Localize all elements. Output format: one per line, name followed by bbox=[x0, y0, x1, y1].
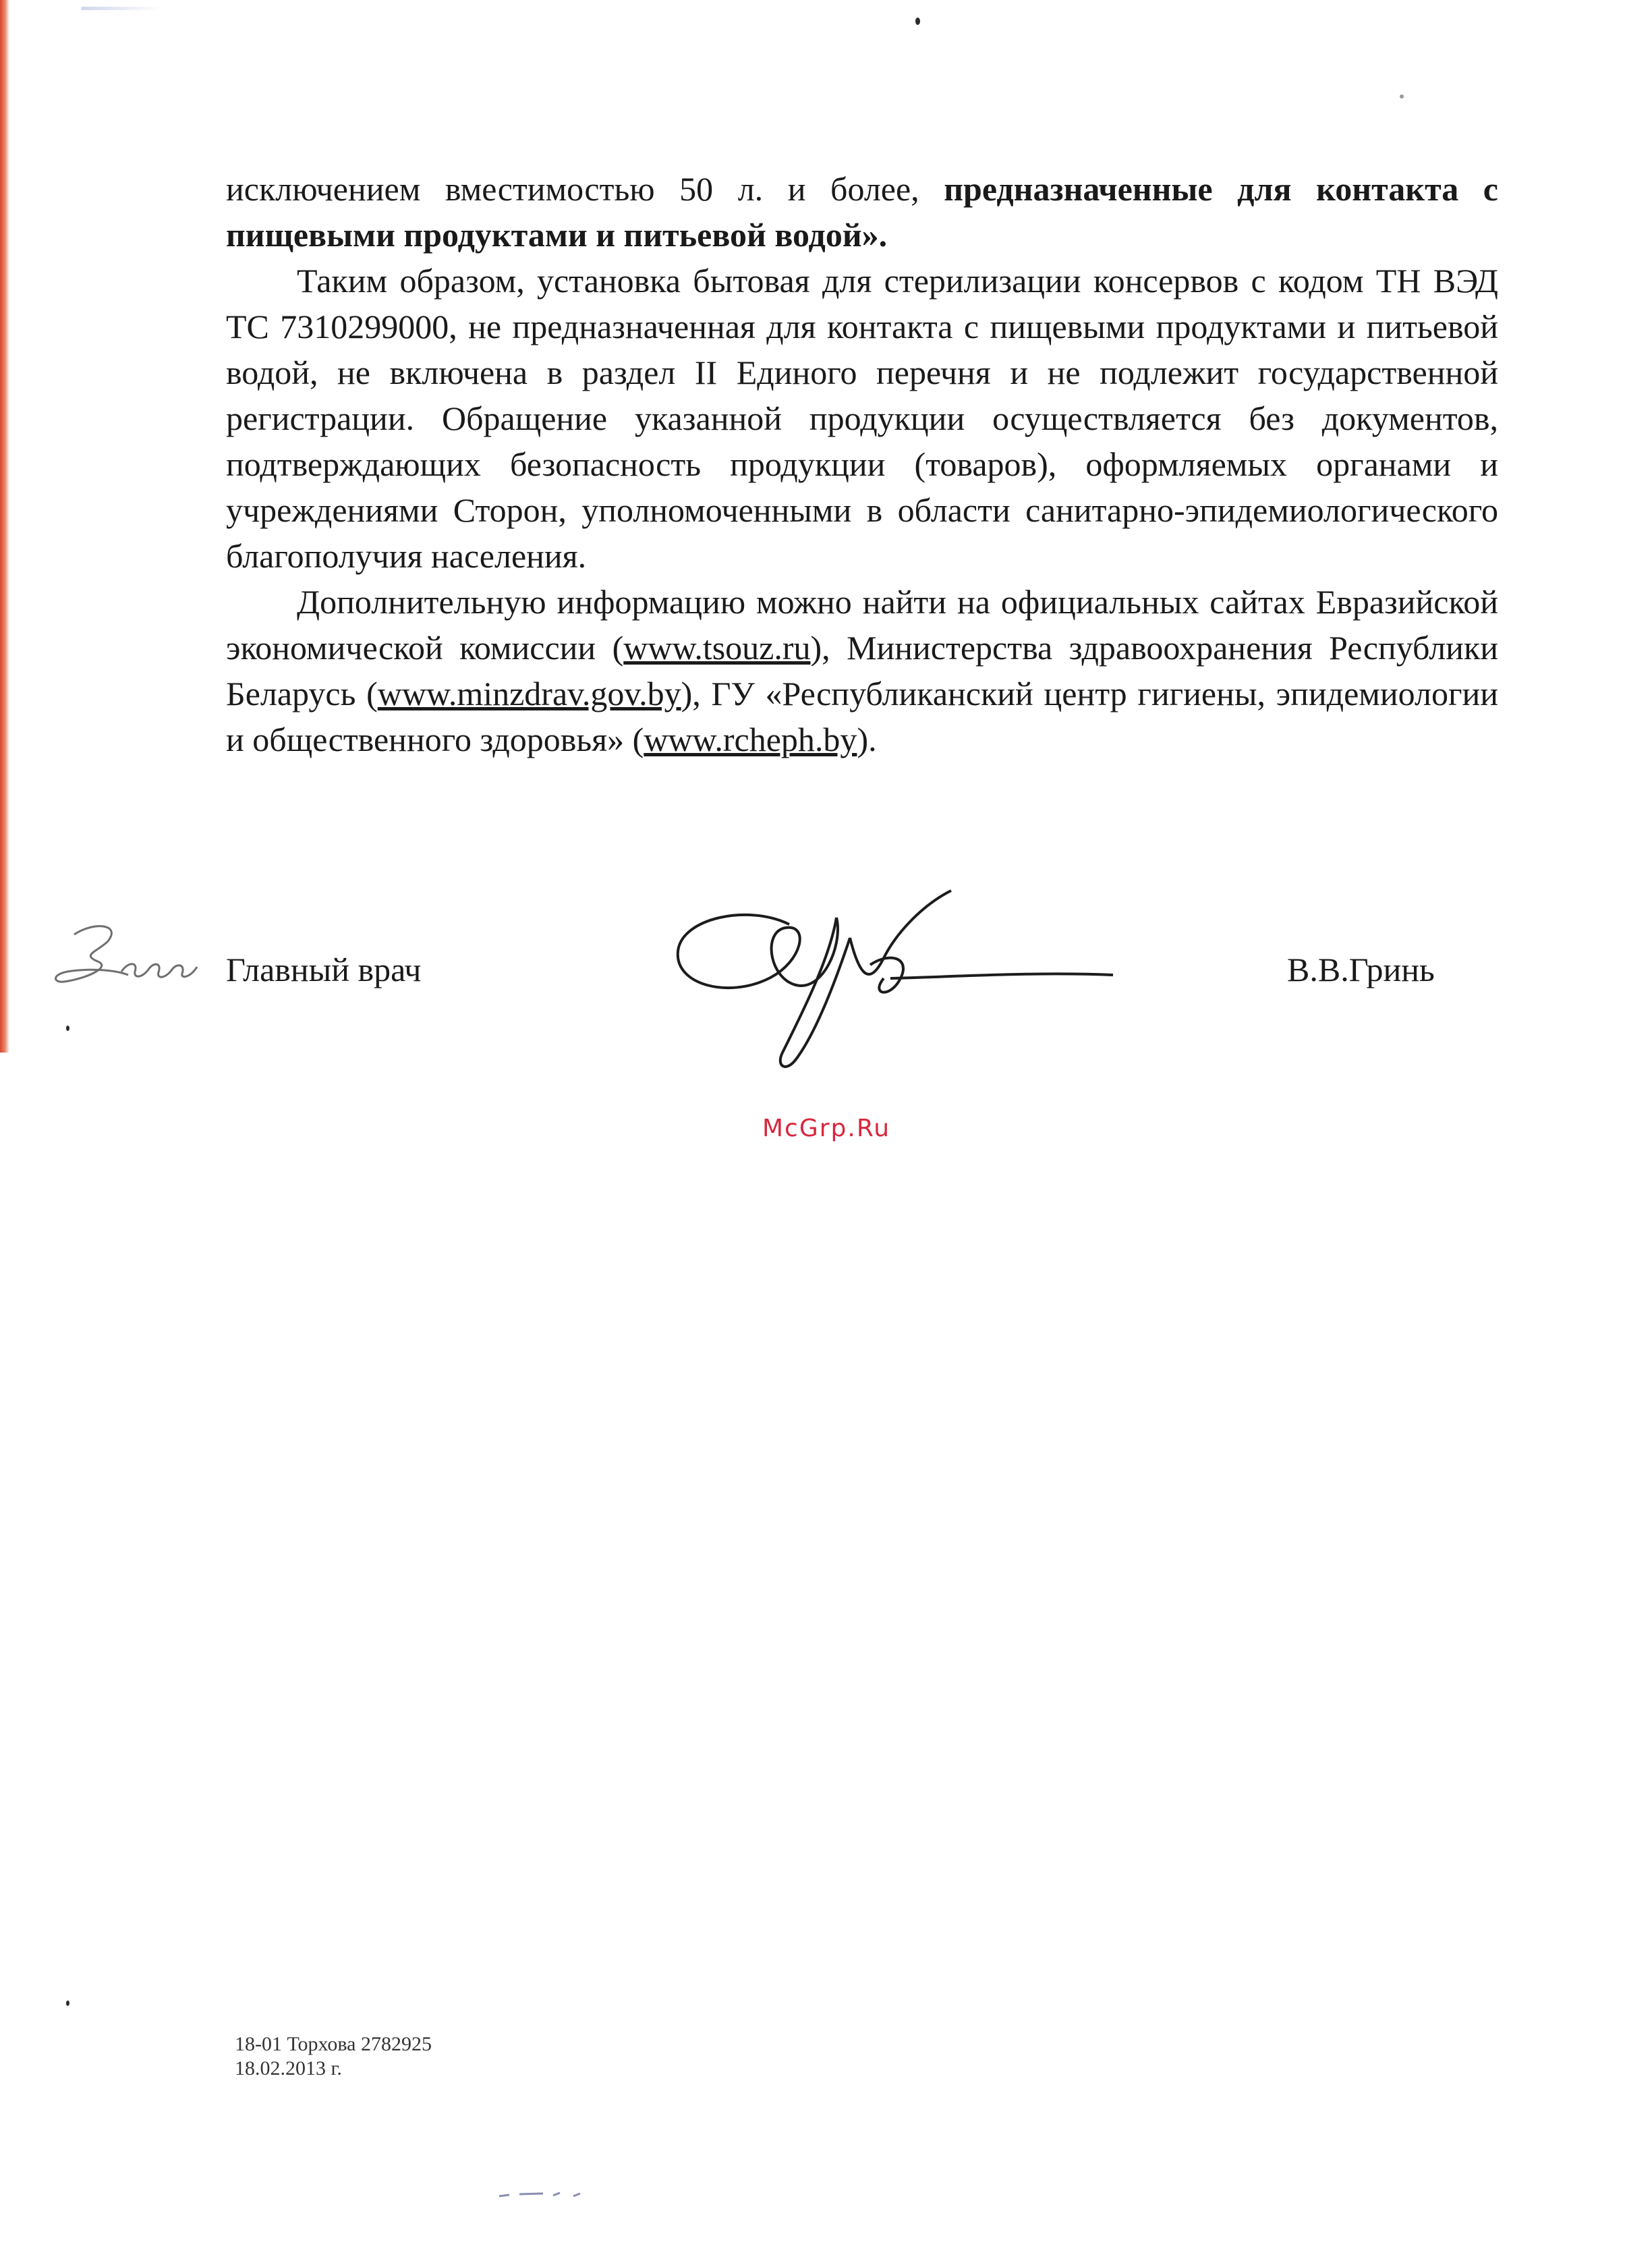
link-minzdrav[interactable]: www.minzdrav.gov.by bbox=[377, 675, 681, 712]
scan-speck bbox=[915, 18, 920, 25]
footer-note bbox=[235, 2032, 432, 2081]
paragraph-3-part-d: ). bbox=[857, 721, 877, 758]
scan-speck bbox=[66, 1026, 69, 1031]
paragraph-3-part-c: ), ГУ «Республиканский центр гигиены, эпидемиологии и общественного здоровья» ( bbox=[226, 675, 1498, 758]
signer-position: Главный врач bbox=[226, 951, 422, 988]
signature bbox=[668, 877, 1127, 1093]
paragraph-1 bbox=[226, 166, 1498, 258]
signer-name: В.В.Гринь bbox=[1287, 951, 1435, 988]
paragraph-1-bold: предназначенные для контакта с пищевыми продуктами и питьевой водой». bbox=[226, 170, 1498, 254]
footer-date: 18.02.2013 г. bbox=[235, 2057, 342, 2079]
scan-smudge-bottom bbox=[496, 2189, 597, 2199]
scan-smudge-top bbox=[81, 7, 162, 10]
letter-body bbox=[226, 166, 1498, 762]
paragraph-2: Таким образом, установка бытовая для стерилизации консервов с кодом ТН ВЭД ТС 7310299000, не предназначенная для контакта с пищевыми продуктами и питьевой водой, не включена в раздел II Единого перечня и не подлежит государственной регистрации. Обращение указанной продукции осуществляется без документов, подтверждающих безопасность продукции (товаров), оформляемых органами и учреждениями Сторон, уполномоченными в области санитарно-эпидемиологического благополучия населения. bbox=[226, 262, 1498, 575]
paragraph-3 bbox=[226, 579, 1498, 762]
watermark: McGrp.Ru bbox=[762, 1115, 891, 1142]
footer-executor: 18-01 Торхова 2782925 bbox=[235, 2033, 432, 2055]
scan-edge-stripe bbox=[0, 0, 9, 1053]
scan-speck bbox=[1400, 94, 1404, 99]
paragraph-1-plain: исключением вместимостью 50 л. и более, bbox=[226, 170, 944, 208]
link-tsouz[interactable]: www.tsouz.ru bbox=[623, 629, 811, 667]
handwritten-initials bbox=[47, 907, 209, 1002]
paragraph-3-part-b: ), Министерства здравоохранения Республики Беларусь ( bbox=[226, 629, 1498, 712]
link-rcheph[interactable]: www.rcheph.by bbox=[644, 721, 857, 758]
scan-speck bbox=[66, 2001, 69, 2006]
paragraph-3-part-a: Дополнительную информацию можно найти на официальных сайтах Евразийской экономической комиссии ( bbox=[226, 583, 1498, 667]
